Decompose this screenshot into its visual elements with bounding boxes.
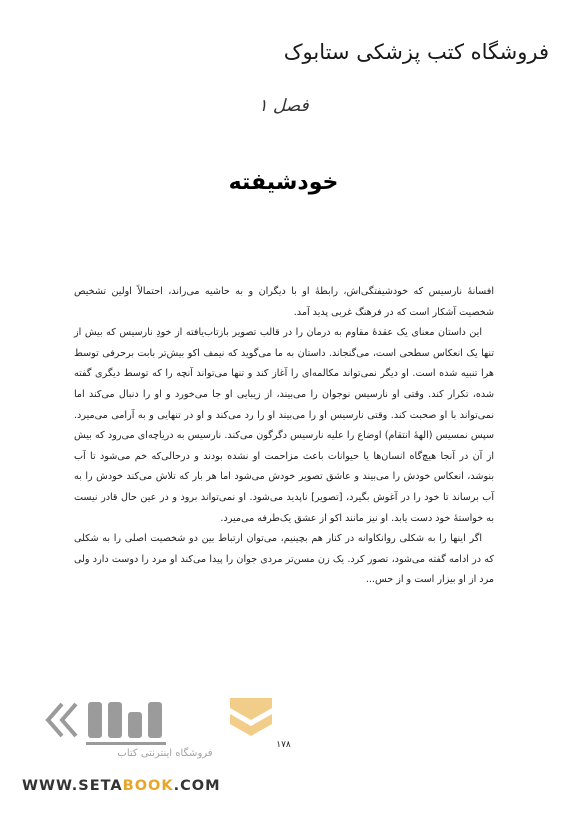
footer-url[interactable] [22,778,221,794]
paragraph-2: این داستان معنای یک عقدهٔ مقاوم به درمان را در قالب تصویر بازتاب‌یافته از خودِ نارسیس که بیش از تنها یک انعکاس سطحی است، می‌گنجاند. داستان به ما می‌گوید که نیمف اکو بیش‌تر بابت برحرفی توسط هرا تنبیه شده است. او دیگر نمی‌تواند مکالمه‌ای را آغاز کند و تنها می‌تواند آنچه را که توسط دیگری گفته شده، تکرار کند. وقتی او نارسیس نوجوان را می‌بیند، از زیبایی او جا می‌خورد و او را دنبال می‌کند اما نمی‌تواند با او صحبت کند. وقتی نارسیس او را می‌بیند او را رد می‌کند و او در تنهایی و به آرامی می‌میرد. سپس نمسیس (الههٔ انتقام) اوضاع را علیه نارسیس دگرگون می‌کند. نارسیس به دریاچه‌ای می‌رود که بیش از آن در آنجا هیچ‌گاه انسان‌ها یا حیوانات باعث مزاحمت او نشده بودند و درحالی‌که خم می‌شود تا آب بنوشد، انعکاس خودش را می‌بیند و عاشق تصویر خودش می‌شود اما هر بار که تلاش می‌کند خودش را به آب برساند تا خود را در آغوش بگیرد، [تصویر] ناپدید می‌شود. او نمی‌تواند برود و در عین حال قادر نیست به خواستهٔ خود دست یابد. او نیز مانند اکو از عشق یک‌طرفه می‌میرد. [74,327,494,524]
store-title: فروشگاه کتب پزشکی ستابوک [283,40,549,64]
book-stack-icon [230,698,272,736]
setabook-logo-watermark [40,690,340,760]
brand-mark-icon [86,702,166,745]
paragraph-1: افسانهٔ نارسیس که خودشیفتگی‌اش، رابطهٔ او با دیگران و به حاشیه می‌راند، احتمالاً اولین تشخیص شخصیت آشکار است که در فرهنگ غربی پدید آمد. [74,286,494,318]
footer-url-accent: BOOK [122,778,174,794]
chevron-arrows-icon [48,704,76,736]
page-number: ۱۷۸ [276,740,291,750]
paragraph-3: اگر اینها را به شکلی روانکاوانه در کنار هم بچینیم، می‌توان ارتباط بین دو شخصیت اصلی را به شکلی که در ادامه گفته می‌شود، تصور کرد. یک زن مسن‌تر مردی جوان را پیدا می‌کند او مرد را دوست دارد ولی مرد از او بیزار است و از حس... [74,533,494,586]
chapter-label: فصل ۱ [258,96,309,116]
watermark-subtitle: فروشگاه اینترنتی کتاب [117,748,213,759]
footer-url-prefix: WWW.SETA [22,778,123,794]
footer-url-suffix: .COM [173,778,221,794]
chapter-body [74,282,494,591]
chapter-title: خودشیفته [228,170,339,195]
